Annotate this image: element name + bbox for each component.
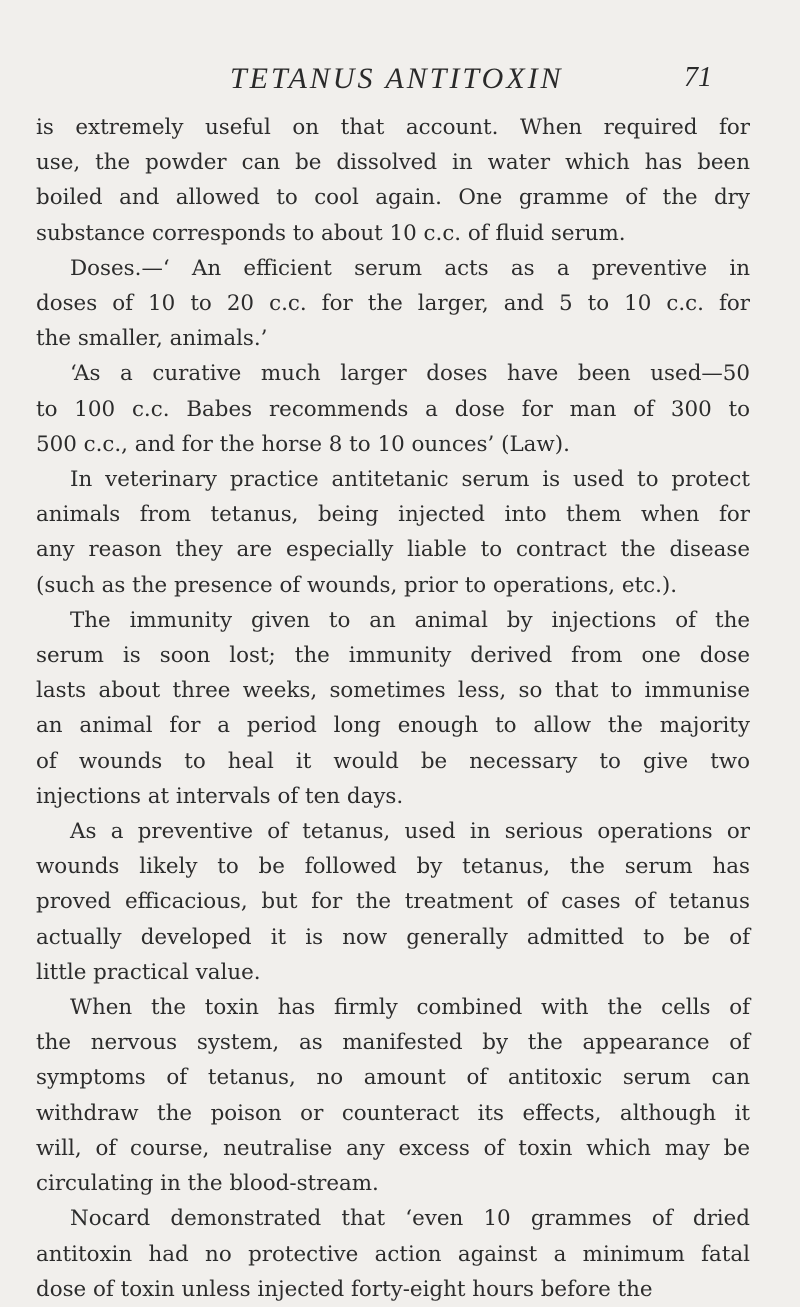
text-line: any reason they are especially liable to contract the disease <box>36 537 750 563</box>
text-line: 500 c.c., and for the horse 8 to 10 ounces’ (Law). <box>36 431 570 457</box>
text-line: boiled and allowed to cool again. One gramme of the dry <box>36 185 750 211</box>
text-line: proved efficacious, but for the treatment of cases of tetanus <box>36 889 750 915</box>
text-line: dose of toxin unless injected forty-eight hours before the <box>36 1276 653 1302</box>
body-text <box>36 110 750 1307</box>
text-line: As a preventive of tetanus, used in serious operations or <box>70 819 750 845</box>
paragraph-p2 <box>36 251 750 357</box>
text-line: little practical value. <box>36 959 261 985</box>
page-number: 71 <box>684 62 712 93</box>
text-line: doses of 10 to 20 c.c. for the larger, and 5 to 10 c.c. for <box>36 291 750 317</box>
paragraph-p4 <box>36 462 750 603</box>
paragraph-p3 <box>36 356 750 462</box>
paragraph-p7 <box>36 990 750 1201</box>
text-line: Nocard demonstrated that ‘even 10 grammes of dried <box>70 1206 750 1232</box>
text-line: the nervous system, as manifested by the appearance of <box>36 1030 750 1056</box>
paragraph-p1 <box>36 110 750 251</box>
text-line: antitoxin had no protective action against a minimum fatal <box>36 1241 750 1267</box>
text-line: Doses.—‘ An efficient serum acts as a preventive in <box>70 255 750 281</box>
paragraph-p6 <box>36 814 750 990</box>
text-line: symptoms of tetanus, no amount of antitoxic serum can <box>36 1065 750 1091</box>
text-line: will, of course, neutralise any excess of toxin which may be <box>36 1135 750 1161</box>
text-line: is extremely useful on that account. When required for <box>36 115 750 140</box>
paragraph-p8 <box>36 1201 750 1307</box>
text-line: injections at intervals of ten days. <box>36 783 404 809</box>
paragraph-p5 <box>36 603 750 814</box>
text-line: When the toxin has firmly combined with the cells of <box>70 995 750 1021</box>
text-line: serum is soon lost; the immunity derived from one dose <box>36 643 750 669</box>
text-line: to 100 c.c. Babes recommends a dose for man of 300 to <box>36 396 750 422</box>
text-line: substance corresponds to about 10 c.c. of fluid serum. <box>36 220 626 246</box>
text-line: ‘As a curative much larger doses have been used—50 <box>70 361 750 387</box>
text-line: animals from tetanus, being injected into them when for <box>36 502 750 528</box>
text-line: (such as the presence of wounds, prior to operations, etc.). <box>36 572 678 598</box>
text-line: In veterinary practice antitetanic serum is used to protect <box>70 467 750 493</box>
text-line: circulating in the blood-stream. <box>36 1171 379 1197</box>
text-line: wounds likely to be followed by tetanus, the serum has <box>36 854 750 880</box>
text-line: use, the powder can be dissolved in water which has been <box>36 150 750 176</box>
text-line: the smaller, animals.’ <box>36 326 268 352</box>
running-title: TETANUS ANTITOXIN <box>230 62 564 95</box>
page-header <box>0 62 800 102</box>
text-line: actually developed it is now generally admitted to be of <box>36 924 750 950</box>
text-line: withdraw the poison or counteract its effects, although it <box>36 1100 750 1126</box>
text-line: lasts about three weeks, sometimes less, so that to immunise <box>36 678 750 704</box>
text-line: an animal for a period long enough to allow the majority <box>36 713 750 739</box>
text-line: of wounds to heal it would be necessary to give two <box>36 748 750 774</box>
text-line: The immunity given to an animal by injections of the <box>70 607 750 633</box>
